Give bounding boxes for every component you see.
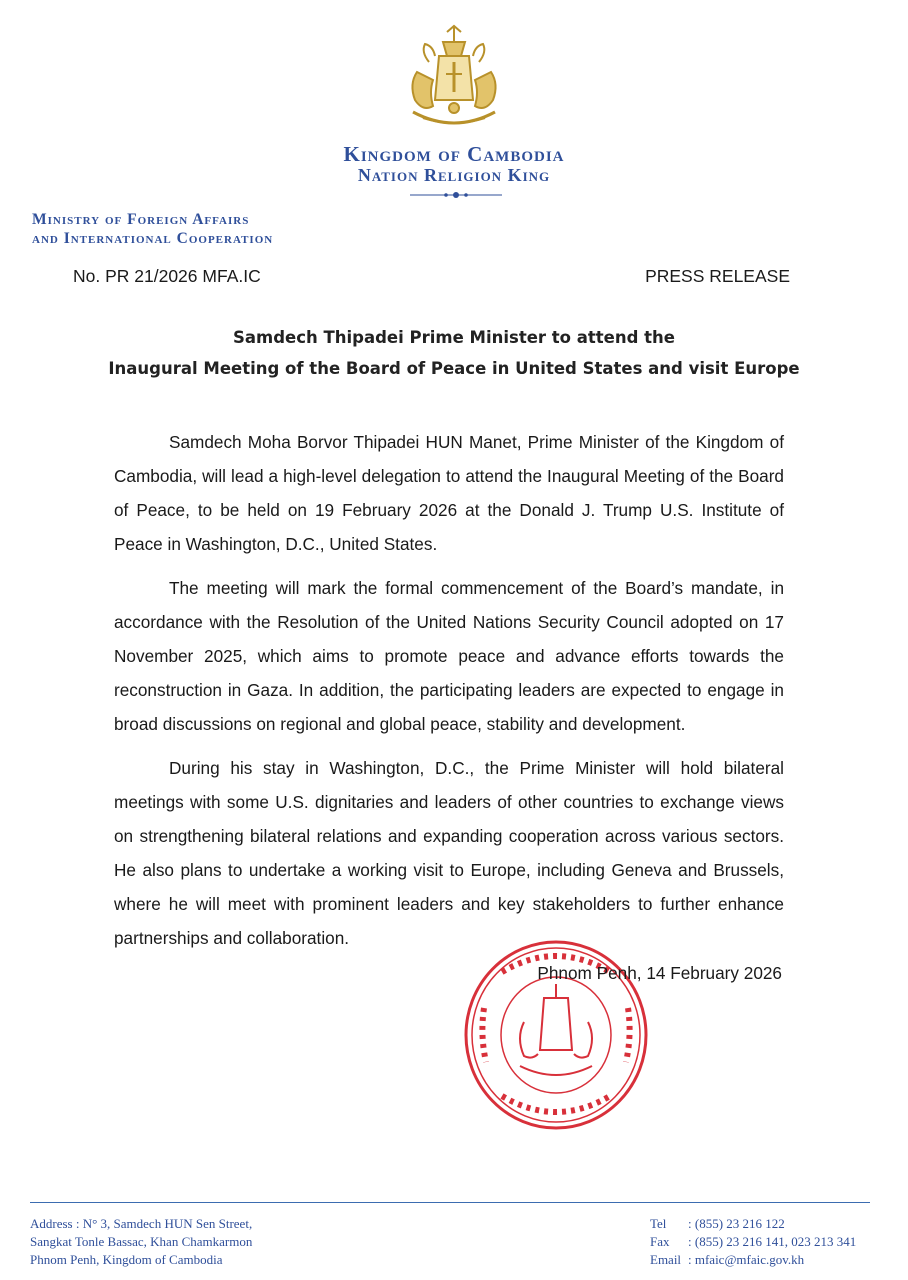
footer-address: [30, 1215, 252, 1269]
nation-motto: Nation Religion King: [357, 165, 551, 185]
email-row: [650, 1251, 856, 1269]
address-line-2: Sangkat Tonle Bassac, Khan Chamkarmon: [30, 1234, 253, 1249]
address-line-3: Phnom Penh, Kingdom of Cambodia: [30, 1252, 223, 1267]
document-number: No. PR 21/2026 MFA.IC: [73, 266, 261, 286]
royal-coat-of-arms-icon: [399, 22, 509, 138]
fax-label: Fax: [650, 1234, 670, 1249]
ministry-name: [32, 210, 273, 248]
paragraph: Samdech Moha Borvor Thipadei HUN Manet, Prime Minister of the Kingdom of Cambodia, will lead a high-level delegation to attend the Inaugural Meeting of the Board of Peace, to be held on 19 February 2026 at the Donald J. Trump U.S. Institute of Peace in Washington, D.C., United States.: [114, 432, 784, 554]
footer-rule: [30, 1202, 870, 1203]
paragraph: The meeting will mark the formal commencement of the Board’s mandate, in accordance with the Resolution of the United Nations Security Council adopted on 17 November 2025, which aims to promote peace and advance efforts towards the reconstruction in Gaza. In addition, the participating leaders are expected to engage in broad discussions on regional and global peace, stability and development.: [114, 578, 784, 734]
dateline: Phnom Penh, 14 February 2026: [537, 963, 782, 983]
paragraph: During his stay in Washington, D.C., the Prime Minister will hold bilateral meetings with some U.S. dignitaries and leaders of other countries to exchange views on strengthening bilateral relations and expanding cooperation across various sectors. He also plans to undertake a working visit to Europe, including Geneva and Brussels, where he will meet with prominent leaders and key stakeholders to further enhance partnerships and collaboration.: [114, 758, 784, 948]
release-title-line-1: Samdech Thipadei Prime Minister to attend the: [233, 328, 675, 347]
email-value[interactable]: : mfaic@mfaic.gov.kh: [688, 1252, 805, 1267]
kingdom-title: Kingdom of Cambodia: [343, 142, 565, 166]
ministry-line-1: Ministry of Foreign Affairs: [32, 211, 250, 228]
fax-row: [650, 1233, 856, 1251]
ornament-divider: [410, 190, 502, 200]
tel-label: Tel: [650, 1216, 667, 1231]
email-label: Email: [650, 1252, 682, 1267]
tel-value: : (855) 23 216 122: [688, 1216, 785, 1231]
tel-row: [650, 1215, 856, 1233]
release-body: [114, 425, 784, 965]
document-type: PRESS RELEASE: [645, 266, 790, 286]
release-title-line-2: Inaugural Meeting of the Board of Peace in United States and visit Europe: [108, 359, 800, 378]
address-line-1: Address : N° 3, Samdech HUN Sen Street,: [30, 1216, 253, 1231]
ministry-line-2: and International Cooperation: [32, 230, 274, 247]
footer-contacts: [650, 1215, 856, 1269]
fax-value: : (855) 23 216 141, 023 213 341: [688, 1234, 857, 1249]
